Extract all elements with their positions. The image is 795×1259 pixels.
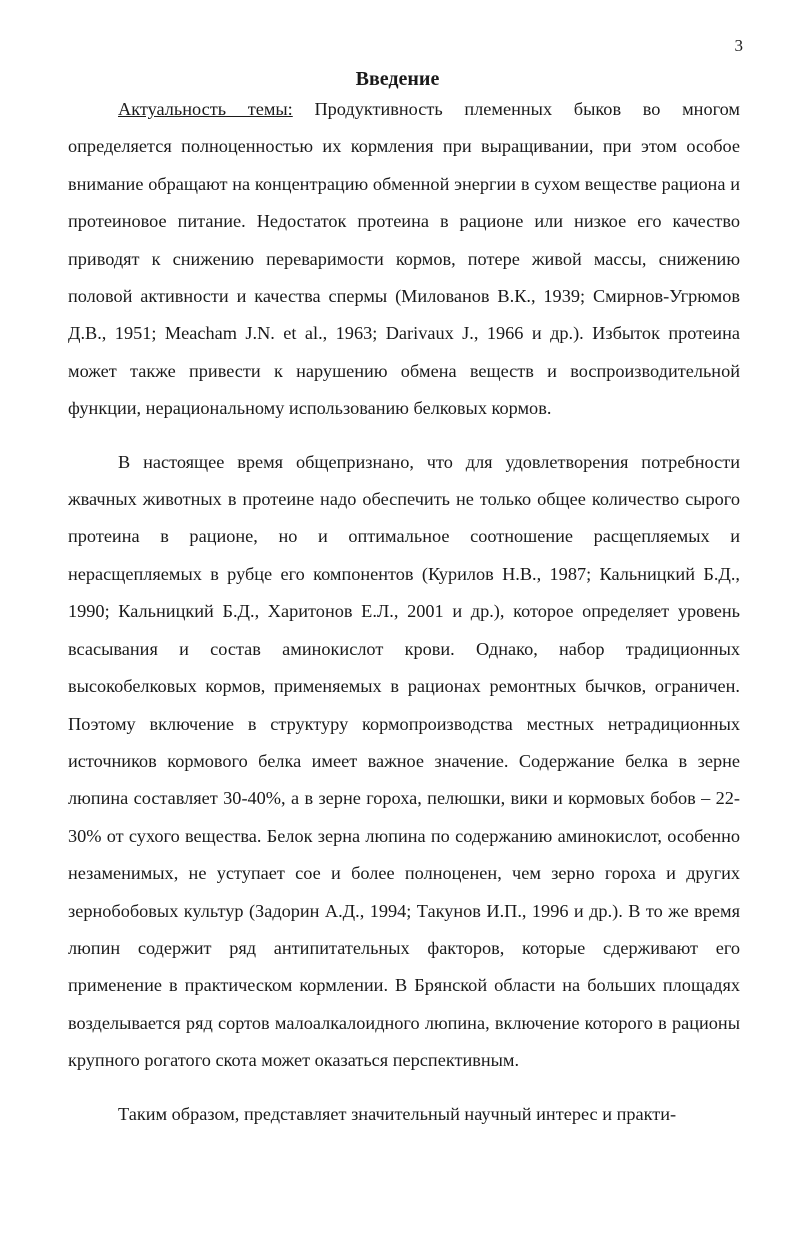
paragraph-relevance bbox=[68, 91, 740, 428]
paragraph-text: В настоящее время общепризнано, что для удовлетворения потребности жвачных животных в протеине надо обеспечить не только общее количество сырого протеина в рационе, но и оптимальное соотношение расщепляемых и нерасщепляемых в рубце его компонентов (Курилов Н.В., 1987; Кальницкий Б.Д., 1990; Кальницкий Б.Д., Харитонов Е.Л., 2001 и др.), которое определяет уровень всасывания и состав аминокислот крови. Однако, набор традиционных высокобелковых кормов, применяемых в рационах ремонтных бычков, ограничен. Поэтому включение в структуру кормопроизводства местных нетрадиционных источников кормового белка имеет важное значение. Содержание белка в зерне люпина составляет 30-40%, а в зерне гороха, пелюшки, вики и кормовых бобов – 22-30% от сухого вещества. Белок зерна люпина по содержанию аминокислот, особенно незаменимых, не уступает сое и более полноценен, чем зерно гороха и других зернобобовых культур (Задорин А.Д., 1994; Такунов И.П., 1996 и др.). В то же время люпин содержит ряд антипитательных факторов, которые сдерживают его применение в практическом кормлении. В Брянской области на больших площадях возделывается ряд сортов малоалкалоидного люпина, включение которого в рационы крупного рогатого скота может оказаться перспективным. bbox=[68, 451, 740, 1071]
relevance-label: Актуальность темы: bbox=[118, 99, 293, 119]
page-number: 3 bbox=[734, 36, 743, 55]
paragraph-protein-needs bbox=[68, 444, 740, 1080]
paragraph-conclusion bbox=[68, 1096, 740, 1133]
paragraph-text: Продуктивность племенных быков во многом определяется полноценностью их кормления при выращивании, при этом особое внимание обращают на концентрацию обменной энергии в сухом веществе рациона и протеиновое питание. Недостаток протеина в рационе или низкое его качество приводят к снижению переваримости кормов, потере живой массы, снижению половой активности и качества спермы (Милованов В.К., 1939; Смирнов-Угрюмов Д.В., 1951; Meacham J.N. et al., 1963; Darivaux J., 1966 и др.). Избыток протеина может также привести к нарушению обмена веществ и воспроизводительной функции, нерациональному использованию белковых кормов. bbox=[68, 99, 740, 419]
page-title: Введение bbox=[355, 68, 440, 90]
body-text bbox=[68, 91, 740, 1133]
paragraph-text: Таким образом, представляет значительный научный интерес и практи- bbox=[118, 1103, 677, 1124]
